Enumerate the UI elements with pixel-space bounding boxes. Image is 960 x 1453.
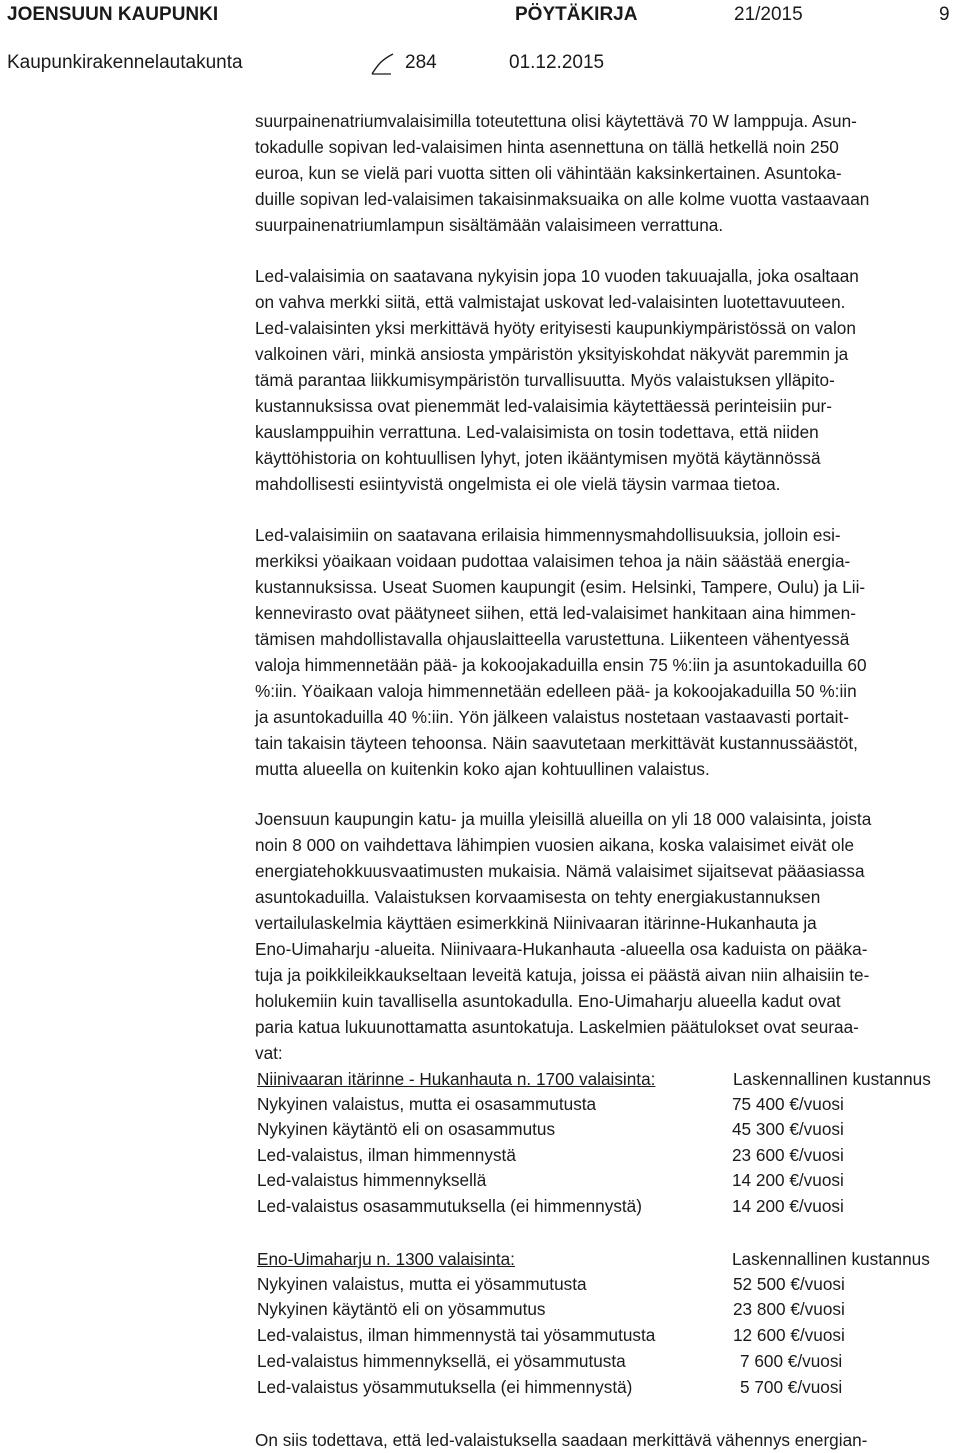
cost-row-label: Nykyinen valaistus, mutta ei osasammutusta — [257, 1094, 597, 1114]
text-line: mahdollisesti esiintyvistä ongelmista ei ole vielä täysin varmaa tietoa. — [255, 474, 781, 494]
text-line: paria katua lukuunottamatta asuntokatuja. Laskelmien päätulokset ovat seuraa- — [255, 1017, 859, 1037]
cost-table-area: Niinivaaran itärinne - Hukanhauta n. 1700 valaisinta: — [257, 1069, 656, 1089]
text-line: %:iin. Yöaikaan valoja himmennetään edelleen pää- ja kokoojakaduilla 50 %:iin — [255, 681, 857, 701]
text-line: tokadulle sopivan led-valaisimen hinta asennettuna on tällä hetkellä noin 250 — [255, 137, 839, 157]
cost-row-value: 14 200 €/vuosi — [732, 1196, 844, 1216]
text-line: on vahva merkki siitä, että valmistajat uskovat led-valaisinten luotettavuuteen. — [255, 292, 846, 312]
document-type: PÖYTÄKIRJA — [515, 4, 638, 25]
cost-column-header: Laskennallinen kustannus — [733, 1069, 931, 1089]
text-line: Eno-Uimaharju -alueita. Niinivaara-Hukanhauta -alueella osa kaduista on pääka- — [255, 939, 868, 959]
cost-row-value: 12 600 €/vuosi — [733, 1325, 845, 1345]
cost-row-label: Led-valaistus, ilman himmennystä — [257, 1145, 516, 1165]
section-paper-icon — [369, 52, 399, 76]
text-line: kennevirasto ovat päätyneet siihen, että led-valaisimet hankitaan aina himmen- — [255, 603, 856, 623]
closing-paragraph — [255, 1427, 955, 1453]
cost-row-value: 7 600 €/vuosi — [740, 1351, 843, 1371]
cost-row-label: Nykyinen käytäntö eli on osasammutus — [257, 1119, 556, 1139]
text-line: mutta alueella on kuitenkin koko ajan kohtuullinen valaistus. — [255, 759, 710, 779]
text-line: tämä parantaa liikkumisympäristön turvallisuutta. Myös valaistuksen ylläpito- — [255, 370, 835, 390]
cost-table-area: Eno-Uimaharju n. 1300 valaisinta: — [257, 1249, 515, 1269]
text-line: duille sopivan led-valaisimen takaisinmaksuaika on alle kolme vuotta vastaavaan — [255, 189, 870, 209]
cost-row-label: Led-valaistus himmennyksellä, ei yösammutusta — [257, 1351, 626, 1371]
text-line: asuntokaduilla. Valaistuksen korvaamisesta on tehty energiakustannuksen — [255, 887, 821, 907]
cost-row — [257, 1271, 960, 1297]
paragraph-4 — [255, 806, 955, 1066]
cost-row-value: 23 600 €/vuosi — [732, 1145, 844, 1165]
text-line: Led-valaisinten yksi merkittävä hyöty erityisesti kaupunkiympäristössä on valon — [255, 318, 856, 338]
cost-row-value: 5 700 €/vuosi — [740, 1377, 843, 1397]
cost-row — [257, 1193, 960, 1219]
text-line: suurpainenatriumvalaisimilla toteutettuna olisi käytettävä 70 W lamppuja. Asun- — [255, 111, 857, 131]
text-line: holukemiin kuin tavallisella asuntokadulla. Eno-Uimaharju alueella kadut ovat — [255, 991, 841, 1011]
text-line: tämisen mahdollistavalla ohjauslaitteella varustettuna. Liikenteen vähentyessä — [255, 629, 850, 649]
text-line: merkiksi yöaikaan voidaan pudottaa valaisimen tehoa ja näin säästää energia- — [255, 551, 851, 571]
meeting-date: 01.12.2015 — [509, 52, 605, 73]
cost-row — [257, 1116, 960, 1142]
text-line: vat: — [255, 1043, 283, 1063]
text-line: tuja ja poikkileikkaukseltaan leveitä katuja, joissa ei päästä aivan niin alhaisiin te- — [255, 965, 870, 985]
paragraph-2 — [255, 263, 955, 497]
cost-row-label: Nykyinen valaistus, mutta ei yösammutusta — [257, 1274, 587, 1294]
cost-row — [257, 1167, 960, 1193]
text-line: käyttöhistoria on kohtuullisen lyhyt, joten ikääntymisen myötä käytännössä — [255, 448, 821, 468]
cost-row — [257, 1142, 960, 1168]
cost-row-label: Led-valaistus osasammutuksella (ei himmennystä) — [257, 1196, 642, 1216]
text-line: Led-valaisimia on saatavana nykyisin jopa 10 vuoden takuuajalla, joka osaltaan — [255, 266, 859, 286]
paragraph-3 — [255, 522, 955, 782]
paragraph-1 — [255, 108, 955, 238]
board-name: Kaupunkirakennelautakunta — [7, 52, 243, 73]
cost-row-label: Led-valaistus yösammutuksella (ei himmennystä) — [257, 1377, 633, 1397]
text-line: valoja himmennetään pää- ja kokoojakaduilla ensin 75 %:iin ja asuntokaduilla 60 — [255, 655, 867, 675]
text-line: kustannuksissa ovat pienemmät led-valaisimia käytettäessä perinteisiin pur- — [255, 396, 833, 416]
text-line: tain takaisin täyteen tehoonsa. Näin saavutetaan merkittävät kustannussäästöt, — [255, 733, 858, 753]
text-line: vertailulaskelmia käyttäen esimerkkinä Niinivaaran itärinne-Hukanhauta ja — [255, 913, 817, 933]
cost-row-value: 14 200 €/vuosi — [732, 1170, 844, 1190]
cost-column-header: Laskennallinen kustannus — [732, 1249, 930, 1269]
section-number: 284 — [405, 52, 437, 73]
cost-row-value: 75 400 €/vuosi — [732, 1094, 844, 1114]
cost-row — [257, 1322, 960, 1348]
text-line: valkoinen väri, minkä ansiosta ympäristön yksityiskohdat näkyvät paremmin ja — [255, 344, 849, 364]
text-line: Led-valaisimiin on saatavana erilaisia himmennysmahdollisuuksia, jolloin esi- — [255, 525, 841, 545]
text-line: On siis todettava, että led-valaistuksella saadaan merkittävä vähennys energian- — [255, 1430, 868, 1450]
document-number: 21/2015 — [734, 4, 803, 25]
cost-row — [257, 1091, 960, 1117]
cost-row — [257, 1374, 960, 1400]
text-line: Joensuun kaupungin katu- ja muilla yleisillä alueilla on yli 18 000 valaisinta, joista — [255, 809, 872, 829]
cost-table-2-header — [257, 1246, 960, 1272]
cost-row-label: Led-valaistus himmennyksellä — [257, 1170, 487, 1190]
cost-table-1-header — [257, 1066, 960, 1092]
text-line: noin 8 000 on vaihdettava lähimpien vuosien aikana, koska valaisimet eivät ole — [255, 835, 855, 855]
page-number: 9 — [939, 4, 950, 25]
text-line: suurpainenatriumlampun sisältämään valaisimeen verrattuna. — [255, 215, 724, 235]
cost-row-value: 23 800 €/vuosi — [733, 1299, 845, 1319]
cost-row-label: Nykyinen käytäntö eli on yösammutus — [257, 1299, 546, 1319]
cost-row-value: 52 500 €/vuosi — [733, 1274, 845, 1294]
cost-row-label: Led-valaistus, ilman himmennystä tai yösammutusta — [257, 1325, 656, 1345]
text-line: euroa, kun se vielä pari vuotta sitten oli vähintään kaksinkertainen. Asuntoka- — [255, 163, 842, 183]
text-line: kauslamppuihin verrattuna. Led-valaisimista on tosin todettava, että niiden — [255, 422, 819, 442]
text-line: ja asuntokaduilla 40 %:iin. Yön jälkeen valaistus nostetaan vastaavasti portait- — [255, 707, 849, 727]
cost-row-value: 45 300 €/vuosi — [732, 1119, 844, 1139]
text-line: kustannuksissa. Useat Suomen kaupungit (esim. Helsinki, Tampere, Oulu) ja Lii- — [255, 577, 866, 597]
text-line: energiatehokkuusvaatimusten mukaisia. Nämä valaisimet sijaitsevat pääasiassa — [255, 861, 865, 881]
cost-row — [257, 1296, 960, 1322]
cost-row — [257, 1348, 960, 1374]
organization-name: JOENSUUN KAUPUNKI — [7, 4, 219, 25]
